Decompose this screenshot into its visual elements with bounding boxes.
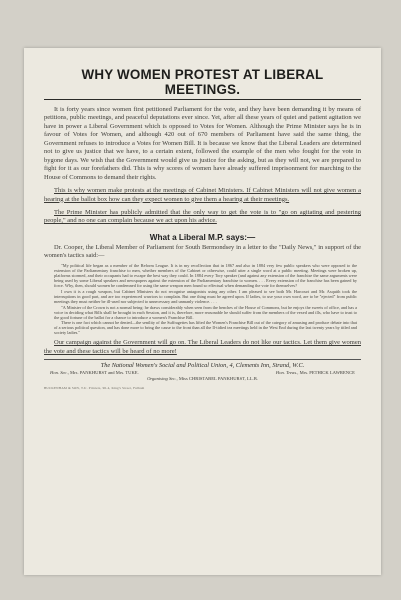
title-rule bbox=[44, 99, 361, 100]
hon-sec: Hon. Sec., Mrs. PANKHURST and Mrs. TUKE. bbox=[50, 370, 139, 376]
paragraph-prime-minister: The Prime Minister has publicly admitted that the only way to get the vote is to "go on agitating and pestering people," and no one can complain because we act upon his advice. bbox=[44, 208, 361, 225]
quote-block bbox=[54, 263, 357, 335]
paragraph-cabinet-ministers: This is why women make protests at the meetings of Cabinet Ministers. If Cabinet Ministers will not give women a hearing at the ballot box how can they expect women to give them a hearing at their meetings. bbox=[44, 187, 361, 203]
footer-rule bbox=[44, 359, 361, 360]
quote-paragraph: There is one fact which cannot be denied—the senility of the Suffragettes has lifted the Women's Franchise Bill out of the category of amusing and produce debate into that of a serious political question, and has done more to bring the cause to the front than all the Il-tidied tea meetings held in the West End during the last twenty years by titled and society ladies." bbox=[54, 320, 357, 336]
leaflet-page bbox=[24, 48, 381, 575]
leaflet-title: WHY WOMEN PROTEST AT LIBERAL MEETINGS. bbox=[81, 67, 324, 97]
closing-paragraph: Our campaign against the Government will go on. The Liberal Leaders do not like our tactics. Let them give women the vote and these tactics will be heard of no more! bbox=[44, 339, 361, 355]
organising-secretary: Organising Sec., Miss CHRISTABEL PANKHURST, LL.B. bbox=[147, 375, 258, 381]
hon-treas: Hon. Treas., Mrs. PETHICK LAWRENCE bbox=[275, 370, 355, 376]
printer-imprint: BUCKENHAM & SON, T.U. Printers, 96-4, King's Street, Fulham bbox=[44, 386, 145, 391]
quote-paragraph: I own it is a rough weapon, but Cabinet Ministers do not recognise antagonists using any other. I am pleased to see both Mr. Harcourt and Mr. Asquith took the interruptions in good part, and are too experienced warriors to complain. But one thing must be agreed upon. If ladies, to use your own word, are to be "ejected" from public meetings they must neither be ill-used nor subjected to unnecessary and unmanly violence. . . . bbox=[54, 289, 357, 305]
organisation-name: The National Women's Social and Political Union, 4, Clements Inn, Strand, W.C. bbox=[100, 362, 305, 370]
subheading-liberal-mp: What a Liberal M.P. says:— bbox=[149, 232, 256, 242]
quote-paragraph: "My political life began as a member of the Reform League. It is in my recollection that in 1867 and also in 1884 very few public speakers who were opposed to the extension of the Parliamentary franchise to men, whether members of the Cabinet or otherwise, could utter a single word at a public meeting. Meetings were broken up, platforms stormed, and their occupants had to escape the best way they could. In 1884 every Tory speaker (and against any extension of the franchise the same arguments were being used by some Liberal speakers and newspapers against the extension of the Parliamentary franchise to women. . . . Every extension of the franchise has been gained by force. Why, then, should women be condemned for using the same weapon men found so effectual when demanding the vote for themselves? bbox=[54, 263, 357, 289]
quote-paragraph: "A Minister of the Crown is not a normal being: he draws considerably when seen from the benches of the House of Commons, but he enjoys the sweets of office, and has a voice in deciding what Bills shall be brought in each Session, and it is, therefore, more reasonable he should suffer from the members of the vexed and ills, who have to trust to the good fortune of the ballot for a chance to introduce a women's Franchise Bill. bbox=[54, 304, 357, 320]
paragraph-history: It is forty years since women first petitioned Parliament for the vote, and they have been demanding it by means of petitions, public meetings, and peaceful deputations ever since. Yet, after all these years of quiet and patient agitation we have in power a Liberal Government which is opposed to Votes for Women. Although the Prime Minister says he is in favour of Votes for Women, and although 420 out of 670 members of Parliament have said the same thing, the Government refuses to introduce a Votes for Women Bill. It is because we know that the Liberal Leaders are determined not to give us justice that we have, to a certain extent, followed the example of the men who fought for the vote in bygone days. We wish that the Government would give us justice for the asking, but as they will not, we are prepared to fight for it as our forefathers did. This is why scores of women have already suffered imprisonment for marching to the House of Commons to demand their rights. bbox=[44, 106, 361, 181]
intro-dr-cooper: Dr. Cooper, the Liberal Member of Parliament for South Bermondsey in a letter to the "Daily News," in support of the women's tactics said:— bbox=[44, 243, 361, 260]
